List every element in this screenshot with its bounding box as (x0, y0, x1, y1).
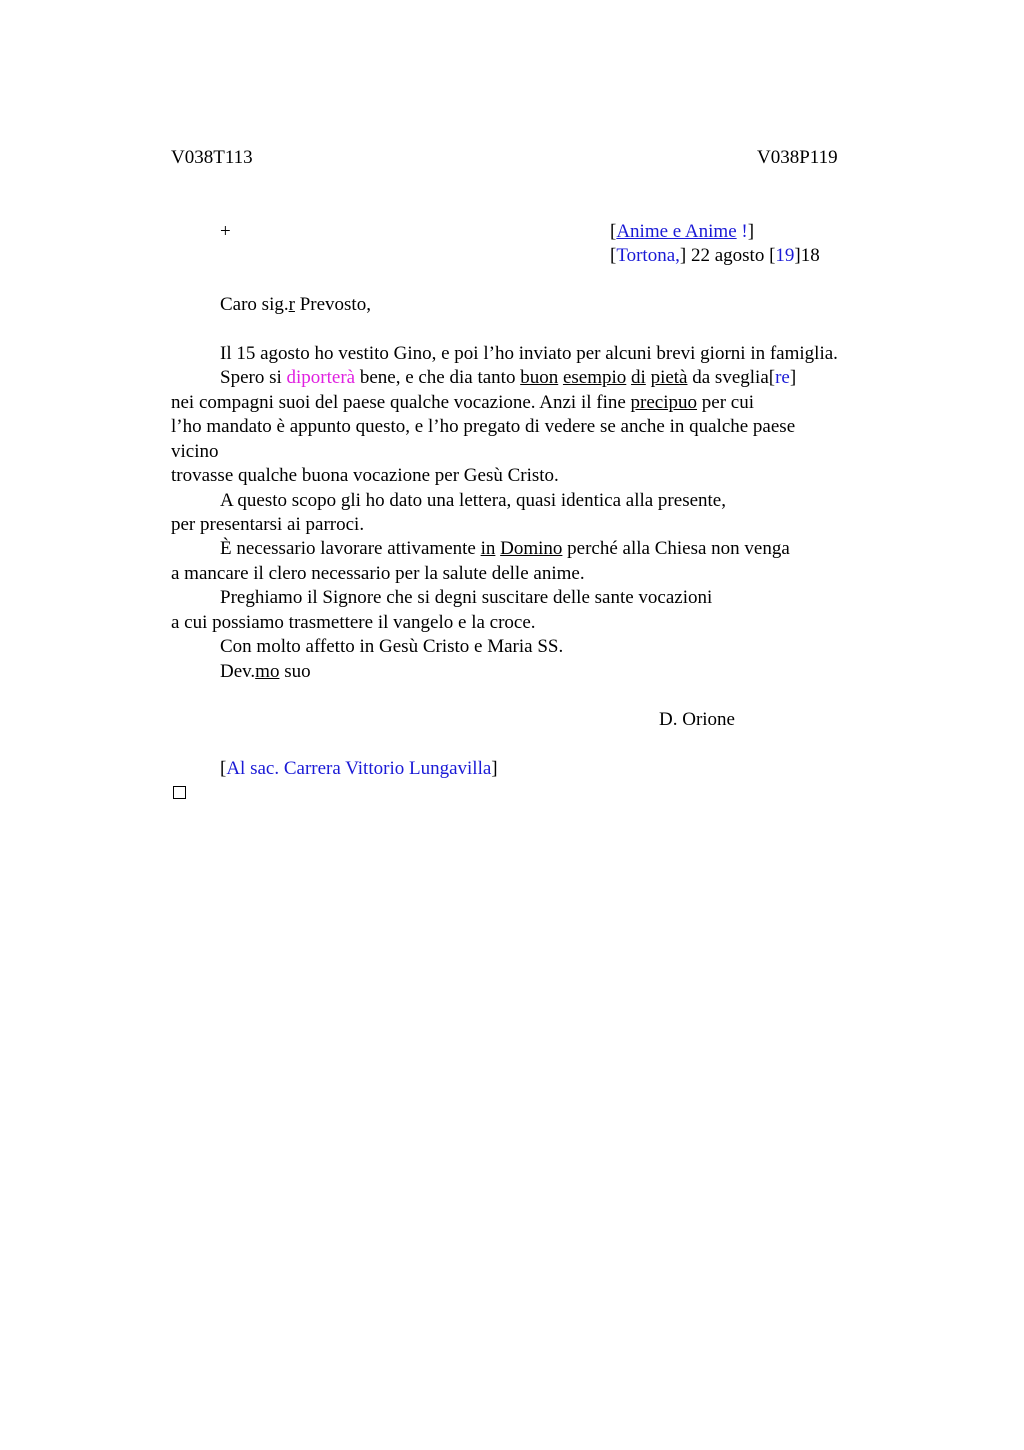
body-line-5: vicino (171, 441, 219, 462)
body-line-3: nei compagni suoi del paese qualche vocazione. Anzi il fine precipuo per cui (171, 392, 755, 413)
anime-e-anime-link[interactable]: Anime e Anime (616, 221, 737, 242)
body-line-11: Preghiamo il Signore che si degni suscitare delle sante vocazioni (220, 587, 713, 608)
body-line-2: Spero si diporterà bene, e che dia tanto buon esempio di pietà da sveglia[re] (220, 367, 797, 388)
signature: D. Orione (659, 709, 735, 730)
body-line-9: È necessario lavorare attivamente in Domino perché alla Chiesa non venga (220, 538, 790, 559)
end-box-icon (173, 786, 186, 799)
year-editorial: 19 (775, 245, 795, 266)
body-line-12: a cui possiamo trasmettere il vangelo e la croce. (171, 612, 536, 633)
highlighted-word: diporterà (286, 367, 356, 388)
body-line-8: per presentarsi ai parroci. (171, 514, 365, 535)
doc-code-left: V038T113 (171, 147, 253, 168)
place-editorial: Tortona, (616, 245, 680, 266)
body-line-13: Con molto affetto in Gesù Cristo e Maria SS. (220, 636, 564, 657)
place-date-line: [Tortona,] 22 agosto [19]18 (610, 245, 820, 266)
body-line-10: a mancare il clero necessario per la salute delle anime. (171, 563, 585, 584)
doc-code-right: V038P119 (757, 147, 838, 168)
header-title-line: [Anime e Anime !] (610, 221, 755, 242)
cross-mark: + (220, 221, 231, 242)
closing: Dev.mo suo (220, 661, 311, 682)
recipient-note: [Al sac. Carrera Vittorio Lungavilla] (220, 758, 498, 779)
body-line-6: trovasse qualche buona vocazione per Gesù Cristo. (171, 465, 559, 486)
body-line-1: Il 15 agosto ho vestito Gino, e poi l’ho inviato per alcuni brevi giorni in famiglia. (220, 343, 838, 364)
body-line-4: l’ho mandato è appunto questo, e l’ho pregato di vedere se anche in qualche paese (171, 416, 796, 437)
body-line-7: A questo scopo gli ho dato una lettera, quasi identica alla presente, (220, 490, 726, 511)
salutation: Caro sig.r Prevosto, (220, 294, 371, 315)
